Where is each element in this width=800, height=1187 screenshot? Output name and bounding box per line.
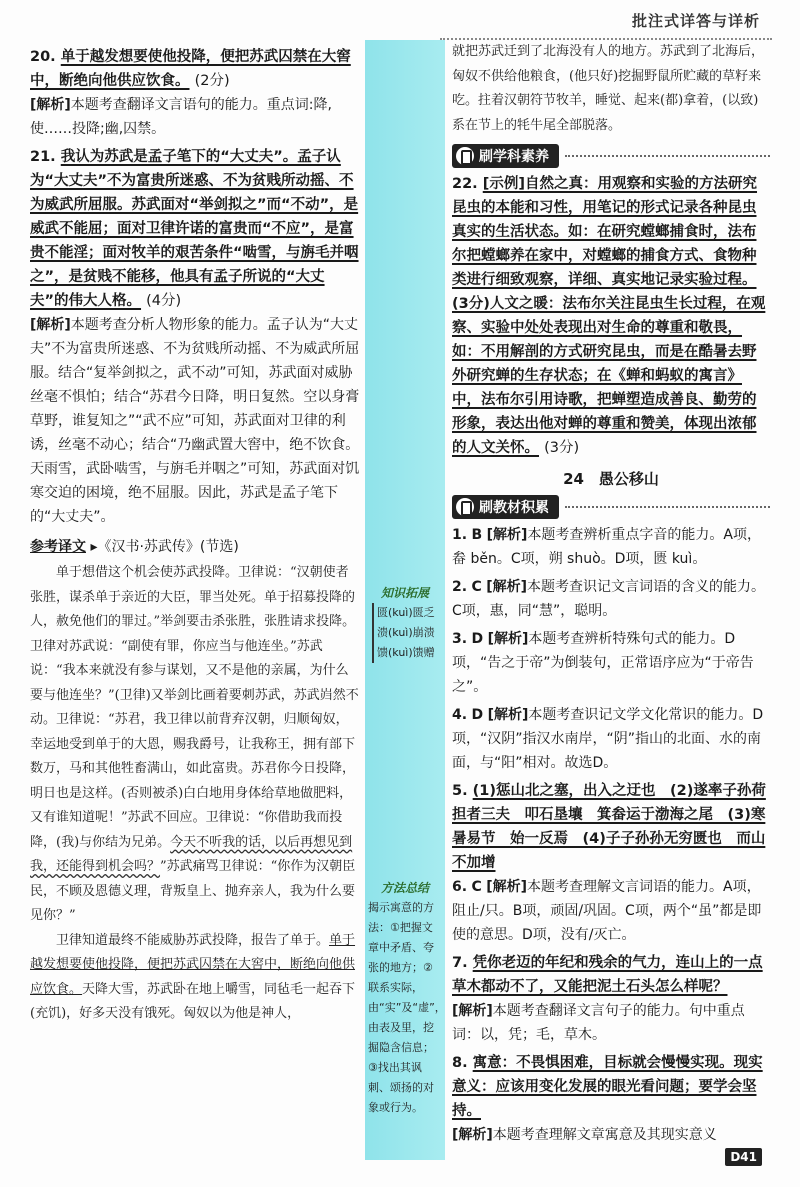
- answer-text: [示例]自然之真：用观察和实验的方法研究昆虫的本能和习性，用笔记的形式记录各种昆虫真实的生活状态。如：在研究螳螂捕食时，法布尔把螳螂养在家中，对螳螂的捕食方式、食物种类进行细致观察，详细、真实地记录实验过程。(3分)人文之暖：法布尔关注昆虫生长过程，在观察、实验中处处表现出对生命的尊重和敬畏，如：不用解剖的方式研究昆虫，而是在酷暑去野外研究蝉的生存状态；在《蝉和蚂蚁的寓言》中，法布尔引用诗歌，把蝉塑造成善良、勤劳的形象，表达出他对蝉的尊重和赞美，体现出浓郁的人文关怀。: [452, 176, 766, 456]
- knowledge-note: [368, 583, 442, 663]
- item-number: 3.: [452, 631, 468, 647]
- translation-label: 参考译文: [30, 539, 86, 555]
- item-6: [452, 875, 770, 947]
- question-8: [452, 1051, 770, 1123]
- question-20: [30, 45, 360, 93]
- explanation-text: 本题考查翻译文言语句的能力。重点词:降,使……投降;幽,囚禁。: [30, 97, 332, 137]
- section-badge: [452, 144, 559, 168]
- item-number: 2.: [452, 579, 468, 595]
- question-number: 21.: [30, 149, 56, 165]
- explanation-tag: [解析]: [30, 97, 71, 113]
- running-head: 批注式详答与详析: [631, 12, 760, 30]
- item-1: [452, 523, 770, 571]
- answer-text: 寓意：不畏惧困难，目标就会慢慢实现。现实意义：应该用变化发展的眼光看问题；要学会坚持。: [452, 1055, 763, 1119]
- translation-wavy-text: 今天不听我的话，以后再想见到我，还能得到机会吗？: [30, 834, 353, 874]
- translation-heading: [30, 535, 360, 559]
- item-4: [452, 703, 770, 775]
- translation-text: 单于想借这个机会使苏武投降。卫律说：“汉朝使者张胜，谋杀单于亲近的大臣，罪当处死。单于招募投降的人，赦免他们的罪过。”举剑要击杀张胜，张胜请求投降。卫律对苏武说：“副使有罪，你应当与他连坐。”苏武说：“我本来就没有参与谋划，又不是他的亲属，为什么要与他连坐？”(卫律)又举剑比画着要刺苏武，苏武岿然不动。卫律说：“苏君，我卫律以前背弃汉朝，归顺匈奴，幸运地受到单于的大恩，赐我爵号，让我称王，拥有部下数万，马和其他牲畜满山，如此富贵。苏君你今日投降，明日也是这样。(否则被杀)白白地用身体给草地做肥料，又有谁知道呢！”苏武不回应。卫律说：“你借助我而投降，(我)与你结为兄弟。: [30, 565, 359, 850]
- item-answer: C: [471, 579, 482, 595]
- item-number: 6.: [452, 879, 468, 895]
- knowledge-note-line: 馈(kuì)馈赠: [377, 646, 435, 659]
- translation-paragraph-2: [30, 929, 360, 1027]
- question-7: [452, 951, 770, 999]
- method-note-text: 揭示寓意的方法：①把握文章中矛盾、夸张的地方；②联系实际，由“实”及“虚”，由表及里，挖掘隐含信息；③找出其讽刺、颂扬的对象或行为。: [368, 901, 446, 1114]
- score: (4分): [146, 293, 182, 309]
- translation-source: ▸《汉书·苏武传》(节选): [90, 539, 239, 555]
- item-3: [452, 627, 770, 699]
- translation-text: ”苏武痛骂卫律说：“你作为汉朝臣民，不顾及恩德义理，背叛皇上、抛弃亲人，我为什么要见你？”: [30, 859, 356, 923]
- knowledge-note-line: 溃(kuì)崩溃: [377, 626, 435, 639]
- explanation-20: [30, 93, 360, 141]
- item-answer: D: [471, 707, 484, 723]
- left-column: [30, 45, 360, 1027]
- section-badge: [452, 495, 559, 519]
- explanation-tag: [解析]: [486, 879, 528, 895]
- explanation-text: 本题考查分析人物形象的能力。孟子认为“大丈夫”不为富贵所迷惑、不为贫贱所动摇、不为威武所屈服。结合“复举剑拟之，武不动”可知，苏武面对威胁丝毫不惧怕；结合“苏君今日降，明日复然。空以身膏草野，谁复知之”“武不应”可知，苏武面对卫律的利诱，丝毫不动心；结合“乃幽武置大窖中，绝不饮食。天雨雪，武卧啮雪，与旃毛并咽之”可知，苏武面对饥寒交迫的困境，绝不屈服。因此，苏武是孟子笔下的“大丈夫”。: [30, 317, 360, 525]
- answer-text: 凭你老迈的年纪和残余的气力，连山上的一点草木都动不了，又能把泥土石头怎么样呢？: [452, 955, 763, 995]
- section-title: 刷学科素养: [479, 149, 549, 165]
- knowledge-note-title: 知识拓展: [380, 586, 429, 600]
- explanation-text: 本题考查识记文言词语的含义的能力。C项，惠，同“慧”，聪明。: [452, 579, 766, 619]
- score: (3分): [544, 440, 580, 456]
- answer-text: 我认为苏武是孟子笔下的“大丈夫”。孟子认为“大丈夫”不为富贵所迷惑、不为贫贱所动摇、不为威武所屈服。苏武面对“举剑拟之”而“不动”，是威武不能屈；面对卫律许诺的富贵而“不应”，是富贵不能淫；面对牧羊的艰苦条件“啮雪，与旃毛并咽之”，是贫贱不能移，他具有孟子所说的“大丈夫”的伟大人格。: [30, 149, 359, 309]
- explanation-tag: [解析]: [487, 631, 529, 647]
- answer-text: (1)惩山北之塞，出入之迂也 (2)遂率子孙荷担者三夫 叩石垦壤 箕畚运于渤海之尾 (3)寒暑易节 始一反焉 (4)子子孙孙无穷匮也 而山不加增: [452, 783, 766, 871]
- item-number: 1.: [452, 527, 468, 543]
- right-column: [452, 40, 770, 1151]
- explanation-text: 本题考查理解文言词语的能力。A项，阻止/只。B项，顽固/巩固。C项，两个“虽”都是即使的意思。D项，没有/灭亡。: [452, 879, 762, 943]
- translation-continued: 就把苏武迁到了北海没有人的地方。苏武到了北海后，匈奴不供给他粮食，(他只好)挖掘野鼠所贮藏的草籽来吃。拄着汉朝符节牧羊，睡觉、起来(都)拿着，(以致)系在节上的牦牛尾全部脱落。: [452, 44, 765, 133]
- page-number: D41: [725, 1148, 762, 1166]
- explanation-tag: [解析]: [30, 317, 71, 333]
- section-title: 刷教材积累: [479, 500, 549, 516]
- explanation-tag: [解析]: [486, 527, 528, 543]
- method-note-title: 方法总结: [380, 881, 429, 895]
- translation-text: 天降大雪，苏武卧在地上嚼雪，同毡毛一起吞下(充饥)，好多天没有饿死。匈奴以为他是神人，: [30, 981, 356, 1021]
- knowledge-note-list: [372, 603, 442, 663]
- explanation-tag: [解析]: [486, 579, 528, 595]
- translation-text: 卫律知道最终不能威胁苏武投降，报告了单于。: [56, 932, 330, 948]
- section-divider: [565, 155, 770, 157]
- explanation-text: 本题考查翻译文言句子的能力。句中重点词：以，凭；毛，草木。: [452, 1003, 745, 1043]
- score: (2分): [194, 73, 230, 89]
- brush-icon: [456, 498, 474, 516]
- explanation-tag: [解析]: [452, 1127, 493, 1143]
- section-textbook: [452, 495, 770, 519]
- explanation-21: [30, 313, 360, 529]
- explanation-7: [452, 999, 770, 1047]
- question-number: 22.: [452, 176, 478, 192]
- question-5: [452, 779, 770, 875]
- section-subject-literacy: [452, 144, 770, 168]
- question-number: 5.: [452, 783, 468, 799]
- question-number: 8.: [452, 1055, 468, 1071]
- explanation-text: 本题考查理解文章寓意及其现实意义: [492, 1127, 717, 1143]
- explanation-tag: [解析]: [487, 707, 529, 723]
- answer-text: 单于越发想要使他投降，便把苏武囚禁在大窖中，断绝向他供应饮食。: [30, 49, 351, 89]
- lesson-title: 24 愚公移山: [563, 470, 659, 488]
- item-answer: B: [471, 527, 483, 543]
- translation-paragraph-1: [30, 561, 360, 929]
- question-number: 7.: [452, 955, 468, 971]
- explanation-text: 本题考查识记文学文化常识的能力。D项，“汉阴”指汉水南岸，“阴”指山的北面、水的南面，与“阳”相对。故选D。: [452, 707, 764, 771]
- translation-underlined-text: 单于越发想要使他投降，便把苏武囚禁在大窖中，断绝向他供应饮食。: [30, 932, 356, 997]
- question-21: [30, 145, 360, 313]
- method-note: [368, 878, 446, 1118]
- item-answer: D: [471, 631, 484, 647]
- explanation-text: 本题考查辨析重点字音的能力。A项，畚 běn。C项，朔 shuò。D项，匮 kuì。: [452, 527, 762, 567]
- explanation-text: 本题考查辨析特殊句式的能力。D项，“告之于帝”为倒装句，正常语序应为“于帝告之”。: [452, 631, 754, 695]
- explanation-tag: [解析]: [452, 1003, 493, 1019]
- item-answer: C: [471, 879, 482, 895]
- question-number: 20.: [30, 49, 56, 65]
- item-2: [452, 575, 770, 623]
- question-22: [452, 172, 770, 460]
- section-divider: [565, 506, 770, 508]
- knowledge-note-line: 匮(kuì)匮乏: [377, 606, 435, 619]
- explanation-8: [452, 1123, 770, 1147]
- brush-icon: [456, 147, 474, 165]
- item-number: 4.: [452, 707, 468, 723]
